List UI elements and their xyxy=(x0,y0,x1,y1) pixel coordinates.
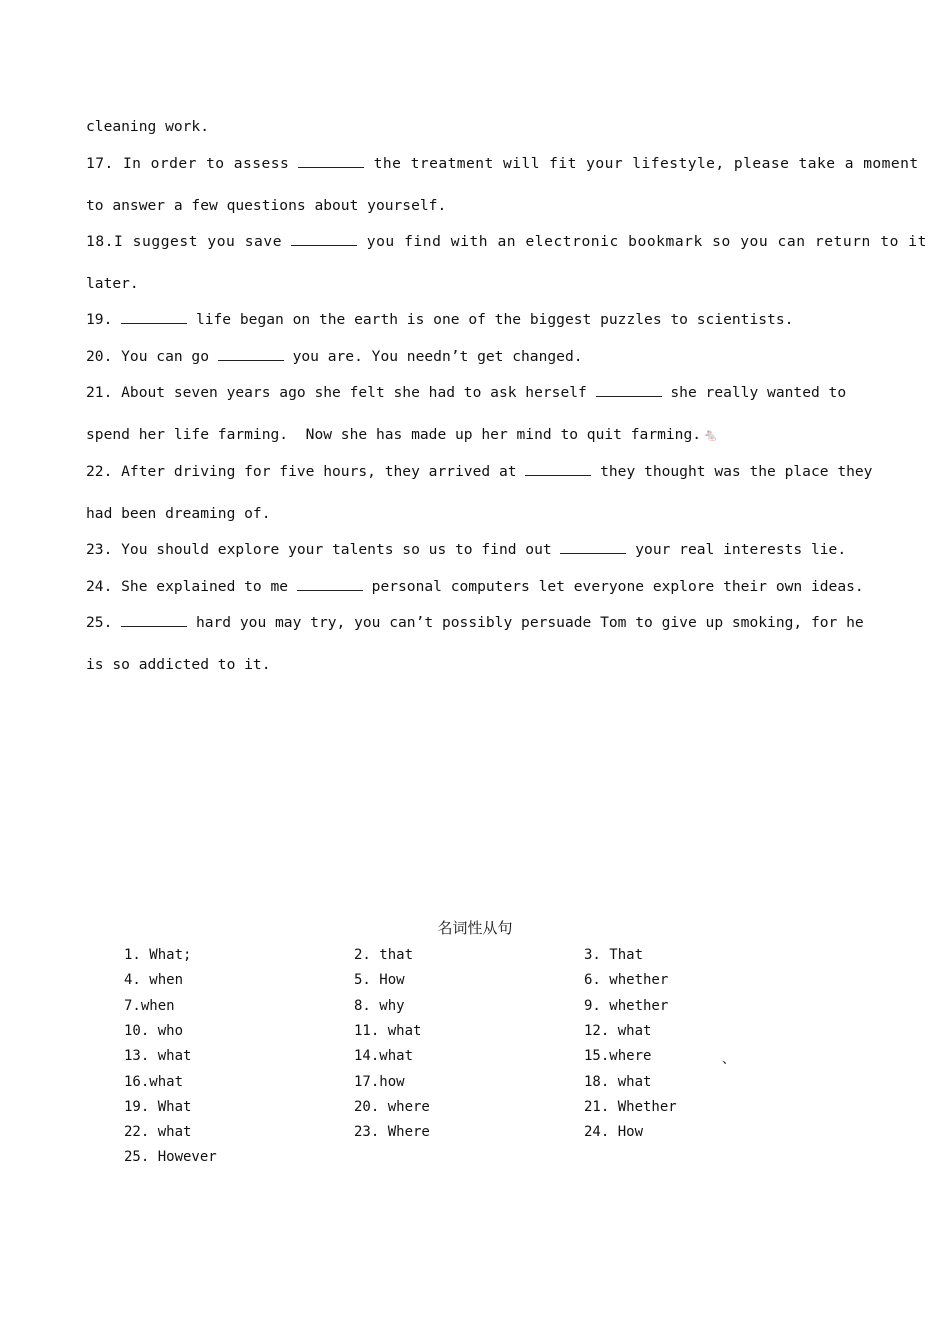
answer-item: 14.what xyxy=(354,1048,414,1065)
answer-blank xyxy=(298,154,364,168)
answer-item: 16.what xyxy=(124,1073,184,1090)
stray-mark: 、 xyxy=(722,1052,736,1067)
q21-line1: 21. About seven years ago she felt she had to ask herself she really wanted to xyxy=(86,384,847,401)
answer-blank xyxy=(218,347,284,361)
answer-item: 23. Where xyxy=(354,1124,430,1141)
answer-item: 4. when xyxy=(124,972,184,989)
q16-tail: cleaning work. xyxy=(86,118,210,135)
answer-blank xyxy=(291,232,357,246)
answer-blank xyxy=(596,383,662,397)
answer-item: 17.how xyxy=(354,1073,405,1090)
answer-item: 3. That xyxy=(584,947,644,963)
answer-item: 19. What xyxy=(124,1098,192,1115)
answer-item: 18. what xyxy=(584,1073,652,1090)
q23: 23. You should explore your talents so us to find out your real interests lie. xyxy=(86,541,847,558)
answer-item: 22. what xyxy=(124,1124,192,1141)
answer-item: 11. what xyxy=(354,1022,422,1039)
mouse-icon: 🐁 xyxy=(703,428,718,442)
answer-item: 21. Whether xyxy=(584,1098,677,1115)
answer-item: 12. what xyxy=(584,1022,652,1039)
q19: 19. life began on the earth is one of the biggest puzzles to scientists. xyxy=(86,311,794,328)
q24: 24. She explained to me personal computers let everyone explore their own ideas. xyxy=(86,578,864,595)
answer-item: 10. who xyxy=(124,1022,184,1039)
q25-line1: 25. hard you may try, you can’t possibly persuade Tom to give up smoking, for he xyxy=(86,614,864,631)
answer-item: 24. How xyxy=(584,1124,644,1141)
q18-line1: 18.I suggest you save you find with an electronic bookmark so you can return to it xyxy=(86,233,927,250)
answer-item: 15.where xyxy=(584,1048,652,1065)
answer-item: 1. What; xyxy=(124,947,192,963)
q21-line2: spend her life farming. Now she has made up her mind to quit farming. 🐁 xyxy=(86,426,718,443)
answer-item: 7.when xyxy=(124,997,175,1014)
answer-blank xyxy=(121,613,187,627)
answer-item: 5. How xyxy=(354,972,405,989)
q18-line2: later. xyxy=(86,275,139,292)
answer-item: 13. what xyxy=(124,1048,192,1065)
q25-line2: is so addicted to it. xyxy=(86,656,271,673)
answer-item: 8. why xyxy=(354,997,405,1014)
q22-line1: 22. After driving for five hours, they arrived at they thought was the place they xyxy=(86,463,873,480)
answer-blank xyxy=(297,577,363,591)
answer-blank xyxy=(560,540,626,554)
answer-blank xyxy=(525,462,591,476)
q22-line2: had been dreaming of. xyxy=(86,505,271,522)
q20: 20. You can go you are. You needn’t get changed. xyxy=(86,348,583,365)
answer-blank xyxy=(121,310,187,324)
answer-key-title: 名词性从句 xyxy=(437,919,513,937)
q17-line2: to answer a few questions about yourself. xyxy=(86,197,447,214)
answer-item: 2. that xyxy=(354,947,414,963)
answer-item: 6. whether xyxy=(584,972,669,989)
q17-line1: 17. In order to assess the treatment will fit your lifestyle, please take a moment xyxy=(86,155,919,172)
answer-item: 20. where xyxy=(354,1098,430,1115)
answer-item: 25. However xyxy=(124,1149,217,1166)
answer-item: 9. whether xyxy=(584,997,669,1014)
